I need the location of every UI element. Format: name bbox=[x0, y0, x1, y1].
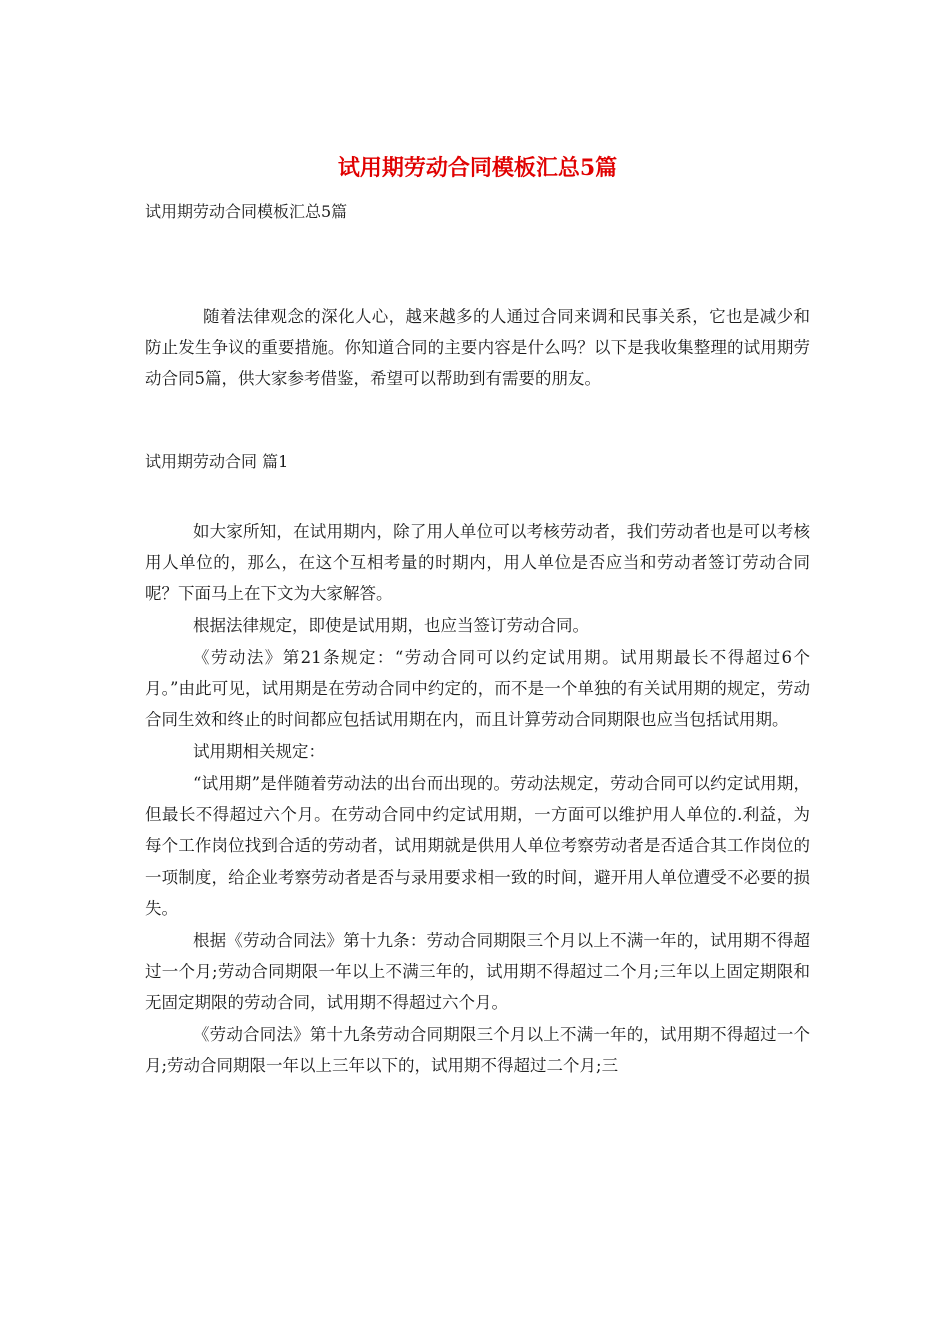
body-paragraph: 《劳动合同法》第十九条劳动合同期限三个月以上不满一年的，试用期不得超过一个月;劳动合同期限一年以上三年以下的，试用期不得超过二个月;三 bbox=[145, 1024, 810, 1076]
body-paragraph: “试用期”是伴随着劳动法的出台而出现的。劳动法规定，劳动合同可以约定试用期，但最长不得超过六个月。在劳动合同中约定试用期，一方面可以维护用人单位的.利益，为每个工作岗位找到合适的劳动者，试用期就是供用人单位考察劳动者是否适合其工作岗位的一项制度，给企业考察劳动者是否与录用要求相一致的时间，避开用人单位遭受不必要的损失。 bbox=[145, 774, 810, 918]
body-paragraph: 试用期相关规定： bbox=[193, 742, 325, 762]
body-paragraph: 根据法律规定，即使是试用期，也应当签订劳动合同。 bbox=[193, 616, 589, 636]
body-paragraph: 如大家所知，在试用期内，除了用人单位可以考核劳动者，我们劳动者也是可以考核用人单位的，那么，在这个互相考量的时期内，用人单位是否应当和劳动者签订劳动合同呢？下面马上在下文为大家解答。 bbox=[145, 522, 810, 604]
body-paragraph: 根据《劳动合同法》第十九条：劳动合同期限三个月以上不满一年的，试用期不得超过一个月;劳动合同期限一年以上不满三年的，试用期不得超过二个月;三年以上固定期限和无固定期限的劳动合同，试用期不得超过六个月。 bbox=[145, 930, 810, 1013]
document-subtitle: 试用期劳动合同模板汇总5篇 bbox=[145, 202, 348, 221]
intro-paragraph: 随着法律观念的深化人心，越来越多的人通过合同来调和民事关系，它也是减少和防止发生争议的重要措施。你知道合同的主要内容是什么吗？以下是我收集整理的试用期劳动合同5篇，供大家参考借鉴，希望可以帮助到有需要的朋友。 bbox=[145, 307, 810, 389]
document-title: 试用期劳动合同模板汇总5篇 bbox=[337, 155, 618, 181]
section-heading: 试用期劳动合同 篇1 bbox=[145, 452, 289, 471]
section-body bbox=[145, 516, 810, 1082]
body-paragraph: 《劳动法》第21条规定：“劳动合同可以约定试用期。试用期最长不得超过6个月。”由此可见，试用期是在劳动合同中约定的，而不是一个单独的有关试用期的规定，劳动合同生效和终止的时间都应包括试用期在内，而且计算劳动合同期限也应当包括试用期。 bbox=[145, 648, 810, 730]
